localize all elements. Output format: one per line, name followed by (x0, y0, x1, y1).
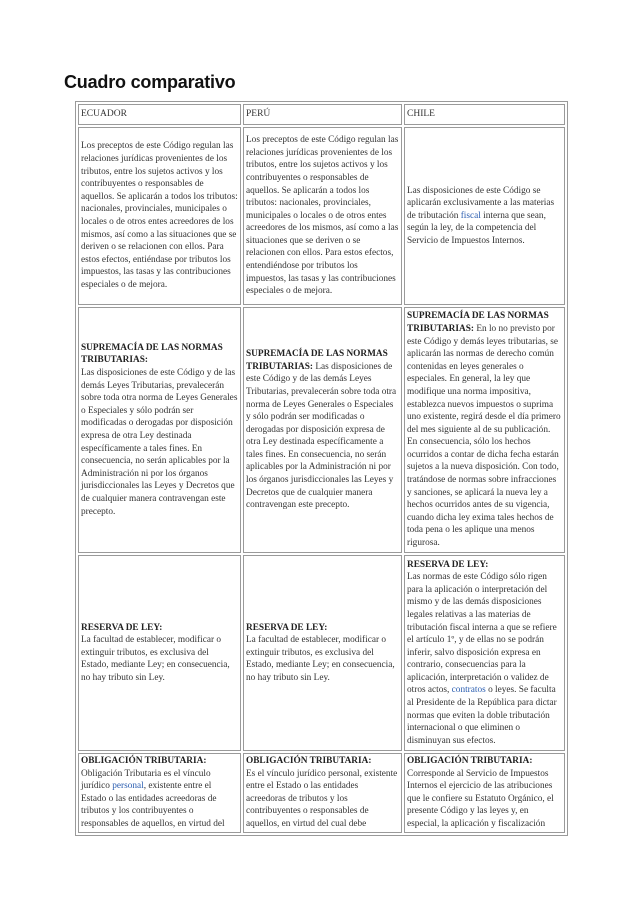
cell-heading: OBLIGACIÓN TRIBUTARIA: (407, 756, 533, 766)
cell-heading: RESERVA DE LEY: (81, 622, 163, 633)
page-title: Cuadro comparativo (64, 72, 236, 92)
cell-chile (404, 307, 565, 553)
cell-text: La facultad de establecer, modificar o extinguir tributos, es exclusiva del Estado, mediante Ley; en consecuencia, no hay tributo sin Ley. (81, 635, 230, 683)
cell-ecuador (78, 555, 241, 751)
cell-text: Las disposiciones de este Código y de las demás Leyes Tributarias, prevalecerán sobre toda otra norma de Leyes Generales o Especiales y sólo podrán ser modificadas o derogadas por disposición expresa de otra Ley destinada específicamente a tales fines. En consecuencia, no serán aplicables por la Administración ni por los órganos jurisdiccionales las Leyes y Decretos que de cualquier manera contravengan este precepto. (246, 361, 397, 511)
table-row (78, 753, 565, 833)
cell-text: Obligación Tributaria es el vínculo jurídico (81, 768, 211, 792)
cell-text: Las normas de este Código sólo rigen para la aplicación o interpretación del mismo y de las demás disposiciones legales relativas a las materias de tributación fiscal interna a que se refiere el artículo 1º, y de ellas no se podrán inferir, salvo disposición expresa en contrario, consecuencias para la aplicación, interpretación o validez de otros actos, (407, 572, 557, 696)
table-row (78, 307, 565, 553)
cell-text: Es el vínculo jurídico personal, existente entre el Estado o las entidades acreedoras de tributos y los contribuyentes o responsables de aquellos, en virtud del cual debe (246, 768, 398, 829)
contratos-link: contratos (451, 685, 486, 696)
cell-text: interna que sean, según la ley, de la competencia del Servicio de Impuestos Internos. (407, 210, 546, 246)
cell-peru (243, 555, 402, 751)
cell-peru (243, 127, 402, 305)
header-peru: PERÚ (243, 104, 402, 125)
cell-chile (404, 753, 565, 833)
cell-heading: SUPREMACÍA DE LAS NORMAS TRIBUTARIAS: (407, 311, 549, 334)
fiscal-link: fiscal (460, 210, 481, 221)
table-header-row (78, 104, 565, 125)
header-ecuador: ECUADOR (78, 104, 241, 125)
personal-link: personal (112, 781, 144, 792)
cell-heading: RESERVA DE LEY: (246, 622, 328, 633)
cell-heading: OBLIGACIÓN TRIBUTARIA: (81, 756, 207, 766)
cell-text: Las disposiciones de este Código y de las demás Leyes Tributarias, prevalecerán sobre toda otra norma de Leyes Generales o Especiales y sólo podrán ser modificadas o derogadas por disposición expresa de otra Ley destinada específicamente a tales fines. En consecuencia, no serán aplicables por la Administración ni por los órganos jurisdiccionales las Leyes y Decretos que de cualquier manera contravengan este precepto. (81, 368, 238, 517)
table-row (78, 127, 565, 305)
cell-text: La facultad de establecer, modificar o extinguir tributos, es exclusiva del Estado, mediante Ley; en consecuencia, no hay tributo sin Ley. (246, 635, 395, 683)
cell-text: , existente entre el Estado o las entidades acreedoras de tributos y los contribuyentes o responsables de aquellos, en virtud del (81, 781, 225, 829)
cell-heading: OBLIGACIÓN TRIBUTARIA: (246, 756, 372, 766)
cell-heading: SUPREMACÍA DE LAS NORMAS TRIBUTARIAS: (81, 342, 223, 366)
cell-ecuador (78, 127, 241, 305)
cell-text: o leyes. Se faculta al Presidente de la República para dictar normas que eviten la doble tributación internacional o que eliminen o disminuyan sus efectos. (407, 685, 557, 746)
cell-heading: RESERVA DE LEY: (407, 559, 489, 570)
cell-chile (404, 127, 565, 305)
cell-ecuador (78, 307, 241, 553)
cell-text: En lo no previsto por este Código y demás leyes tributarias, se aplicarán las normas de derecho común contenidas en leyes generales o especiales. En general, la ley que modifique una norma impositiva, establezca nuevos impuestos o suprima uno existente, regirá desde el día primero del mes siguiente al de su publicación. En consecuencia, sólo los hechos ocurridos a contar de dicha fecha estarán sujetos a la nueva disposición. Con todo, tratándose de normas sobre infracciones y sanciones, se aplicará la nueva ley a hechos ocurridos antes de su vigencia, cuando dicha ley exima tales hechos de toda pena o les aplique una menos rigurosa. (407, 323, 561, 549)
cell-chile (404, 555, 565, 751)
cell-peru (243, 307, 402, 553)
cell-text: Las disposiciones de este Código se aplicarán exclusivamente a las materias de tributación (407, 185, 555, 221)
comparison-table (75, 101, 568, 836)
header-chile: CHILE (404, 104, 565, 125)
cell-heading: SUPREMACÍA DE LAS NORMAS TRIBUTARIAS: (246, 349, 388, 372)
cell-peru (243, 753, 402, 833)
cell-text: Los preceptos de este Código regulan las relaciones jurídicas provenientes de los tributos, entre los sujetos activos y los contribuyentes o responsables de aquellos. Se aplicarán a todos los tributos: nacionales, provinciales, municipales o locales o de otros entes acreedores de los mismos, así como a las situaciones que se deriven o se relacionen con ellos. Para estos efectos, entendiéndose por tributos los impuestos, las tasas y las contribuciones especiales o de mejora. (246, 135, 399, 297)
cell-ecuador (78, 753, 241, 833)
cell-text: Corresponde al Servicio de Impuestos Internos el ejercicio de las atribuciones que le confiere su Estatuto Orgánico, el presente Código y las leyes y, en especial, la aplicación y fiscalización (407, 768, 554, 829)
table-row (78, 555, 565, 751)
cell-text: Los preceptos de este Código regulan las relaciones jurídicas provenientes de los tributos, entre los sujetos activos y los contribuyentes o responsables de aquellos. Se aplicarán a todos los tributos: nacionales, provinciales, municipales o locales o de otros entes acreedores de los mismos, así como a las situaciones que se deriven o se relacionen con ellos. Para estos efectos, entiéndase por tributos los impuestos, las tasas y las contribuciones especiales o de mejora. (81, 141, 238, 290)
